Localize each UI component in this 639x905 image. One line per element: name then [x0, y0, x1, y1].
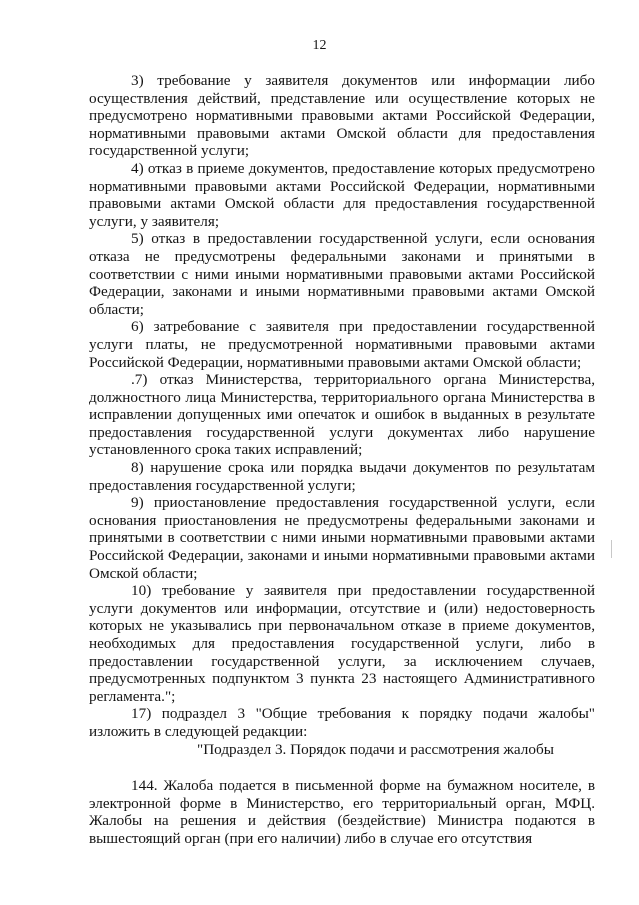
paragraph-item-7: .7) отказ Министерства, территориального органа Министерства, должностного лица Министерства, территориального органа Министерства в исправлении допущенных ими опечаток и ошибок в выданных в результате предоставления государственной услуги документах либо нарушение установленного срока таких исправлений;: [89, 371, 595, 459]
paragraph-item-17: 17) подраздел 3 "Общие требования к порядку подачи жалобы" изложить в следующей редакции:: [89, 705, 595, 740]
paragraph-item-8: 8) нарушение срока или порядка выдачи документов по результатам предоставления государственной услуги;: [89, 459, 595, 494]
scan-artifact: [611, 540, 612, 558]
paragraph-item-3: 3) требование у заявителя документов или информации либо осуществления действий, представление или осуществление которых не предусмотрено нормативными правовыми актами Российской Федерации, нормативными правовыми актами Омской области для предоставления государственной услуги;: [89, 72, 595, 160]
heading-spacer: [89, 758, 595, 777]
paragraph-item-10: 10) требование у заявителя при предоставлении государственной услуги документов или информации, отсутствие и (или) недостоверность которых не указывались при первоначальном отказе в приеме документов, необходимых для предоставления государственной услуги, либо в предоставлении государственной услуги, за исключением случаев, предусмотренных подпунктом 3 пункта 23 настоящего Административного регламента.";: [89, 582, 595, 705]
subsection-heading: "Подраздел 3. Порядок подачи и рассмотрения жалобы: [197, 740, 554, 758]
paragraph-144: 144. Жалоба подается в письменной форме на бумажном носителе, в электронной форме в Министерство, его территориальный орган, МФЦ. Жалобы на решения и действия (бездействие) Министра подаются в вышестоящий орган (при его наличии) либо в случае его отсутствия: [89, 777, 595, 847]
paragraph-item-6: 6) затребование с заявителя при предоставлении государственной услуги платы, не предусмотренной нормативными правовыми актами Российской Федерации, нормативными правовыми актами Омской области;: [89, 318, 595, 371]
page-number: 12: [312, 38, 327, 53]
paragraph-item-9: 9) приостановление предоставления государственной услуги, если основания приостановления не предусмотрены федеральными законами и принятыми в соответствии с ними иными нормативными правовыми актами Российской Федерации, законами и иными нормативными правовыми актами Омской области;: [89, 494, 595, 582]
document-body: [89, 72, 595, 848]
paragraph-item-4: 4) отказ в приеме документов, предоставление которых предусмотрено нормативными правовыми актами Российской Федерации, нормативными правовыми актами Омской области для предоставления государственной услуги, у заявителя;: [89, 159, 595, 230]
paragraph-item-5: 5) отказ в предоставлении государственной услуги, если основания отказа не предусмотрены федеральными законами и принятыми в соответствии с ними иными нормативными правовыми актами Российской Федерации, законами и иными нормативными правовыми актами Омской области;: [89, 230, 595, 318]
